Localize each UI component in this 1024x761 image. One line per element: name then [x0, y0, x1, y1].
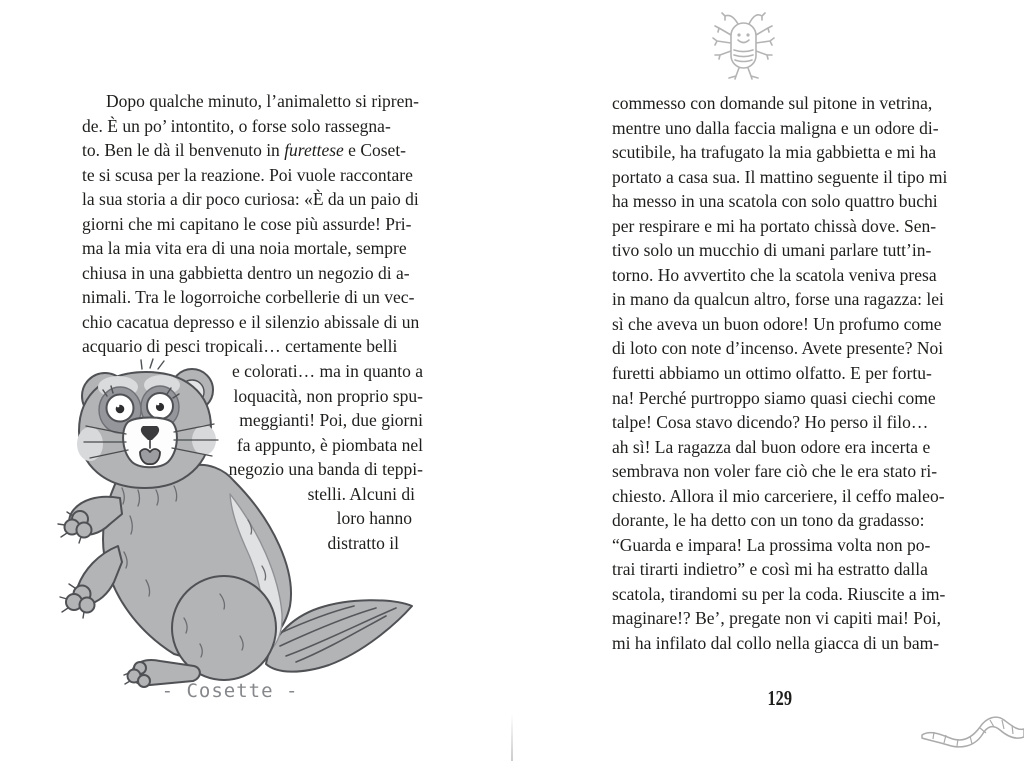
text-line: in mano da qualcun altro, forse una ragazza: lei [612, 289, 944, 310]
text-line: distratto il [327, 532, 399, 553]
text-line: portato a casa sua. Il mattino seguente il tipo mi [612, 166, 948, 187]
text-line: tivo solo un mucchio di umani parlare tutt’in- [612, 240, 932, 261]
text-line: chiusa in una gabbietta dentro un negozio di a- [82, 262, 410, 283]
page-number-container [612, 686, 948, 711]
text-line: commesso con domande sul pitone in vetrina, [612, 93, 933, 113]
text-line: la sua storia a dir poco curiosa: «È da un paio di [82, 189, 419, 210]
text-line: loquacità, non proprio spu- [233, 385, 423, 406]
text-line: fa appunto, è piombata nel [236, 434, 423, 455]
text-line: de. È un po’ intontito, o forse solo rassegna- [82, 115, 391, 136]
text-line: meggianti! Poi, due giorni [239, 410, 423, 431]
text-line: na! Perché purtroppo siamo quasi ciechi come [612, 387, 936, 408]
text-line: ha messo in una scatola con solo quattro buchi [612, 191, 938, 212]
bug-doodle-icon [700, 8, 790, 82]
text-line: dorante, le ha detto con un tono da gradasso: [612, 510, 925, 531]
text-line: chiesto. Allora il mio carceriere, il ceffo maleo- [612, 485, 945, 506]
text-line: giorni che mi capitano le cose più assurde! Pri- [82, 213, 412, 234]
text-line: scatola, tirandomi su per la coda. Riuscite a im- [612, 583, 946, 604]
text-line: te si scusa per la reazione. Poi vuole raccontare [82, 164, 413, 185]
text-line: ma la mia vita era di una noia mortale, sempre [82, 238, 407, 259]
text-line: e colorati… ma in quanto a [232, 361, 423, 381]
text-line: loro hanno [336, 508, 412, 529]
worm-doodle-icon [920, 694, 1024, 750]
text-line: nimali. Tra le logorroiche corbellerie di un vec- [82, 287, 415, 308]
text-line: Dopo qualche minuto, l’animaletto si ripren- [106, 91, 419, 111]
text-line: per respirare e mi ha portato chissà dove. Sen- [612, 215, 937, 236]
page-number: 129 [767, 686, 793, 710]
text-line: acquario di pesci tropicali… certamente belli [82, 336, 398, 357]
text-line: trai tirarti indietro” e così mi ha estratto dalla [612, 559, 928, 580]
text-line: scutibile, ha trafugato la mia gabbietta e mi ha [612, 142, 937, 163]
text-line: to. Ben le dà il benvenuto in furettese e Coset- [82, 140, 407, 161]
text-line: mentre uno dalla faccia maligna e un odore di- [612, 117, 939, 138]
text-line: ah sì! La ragazza dal buon odore era incerta e [612, 436, 931, 457]
page-gutter-line [511, 714, 513, 761]
text-line: sembrava non voler fare ciò che le era stato ri- [612, 461, 938, 482]
cosette-caption: - Cosette - [161, 680, 299, 702]
text-line: sì che aveva un buon odore! Un profumo come [612, 313, 942, 334]
text-line: di loto con note d’incenso. Avete presente? Noi [612, 338, 944, 359]
left-page-paragraph [82, 89, 423, 359]
text-line: “Guarda e impara! La prossima volta non po- [612, 534, 931, 555]
ferret-illustration [34, 356, 426, 688]
text-line: chio cacatua depresso e il silenzio abissale di un [82, 311, 420, 332]
right-page-paragraph [612, 91, 948, 656]
text-line: maginare!? Be’, pregate non vi capiti mai! Poi, [612, 608, 941, 629]
text-line: negozio una banda di teppi- [228, 459, 423, 480]
text-line: talpe! Cosa stavo dicendo? Ho perso il filo… [612, 412, 929, 433]
text-line: furetti abbiamo un ottimo olfatto. E per fortu- [612, 363, 932, 384]
text-line: mi ha infilato dal collo nella giacca di un bam- [612, 633, 940, 654]
text-line: stelli. Alcuni di [307, 483, 415, 504]
text-line: torno. Ho avvertito che la scatola veniva presa [612, 264, 937, 285]
